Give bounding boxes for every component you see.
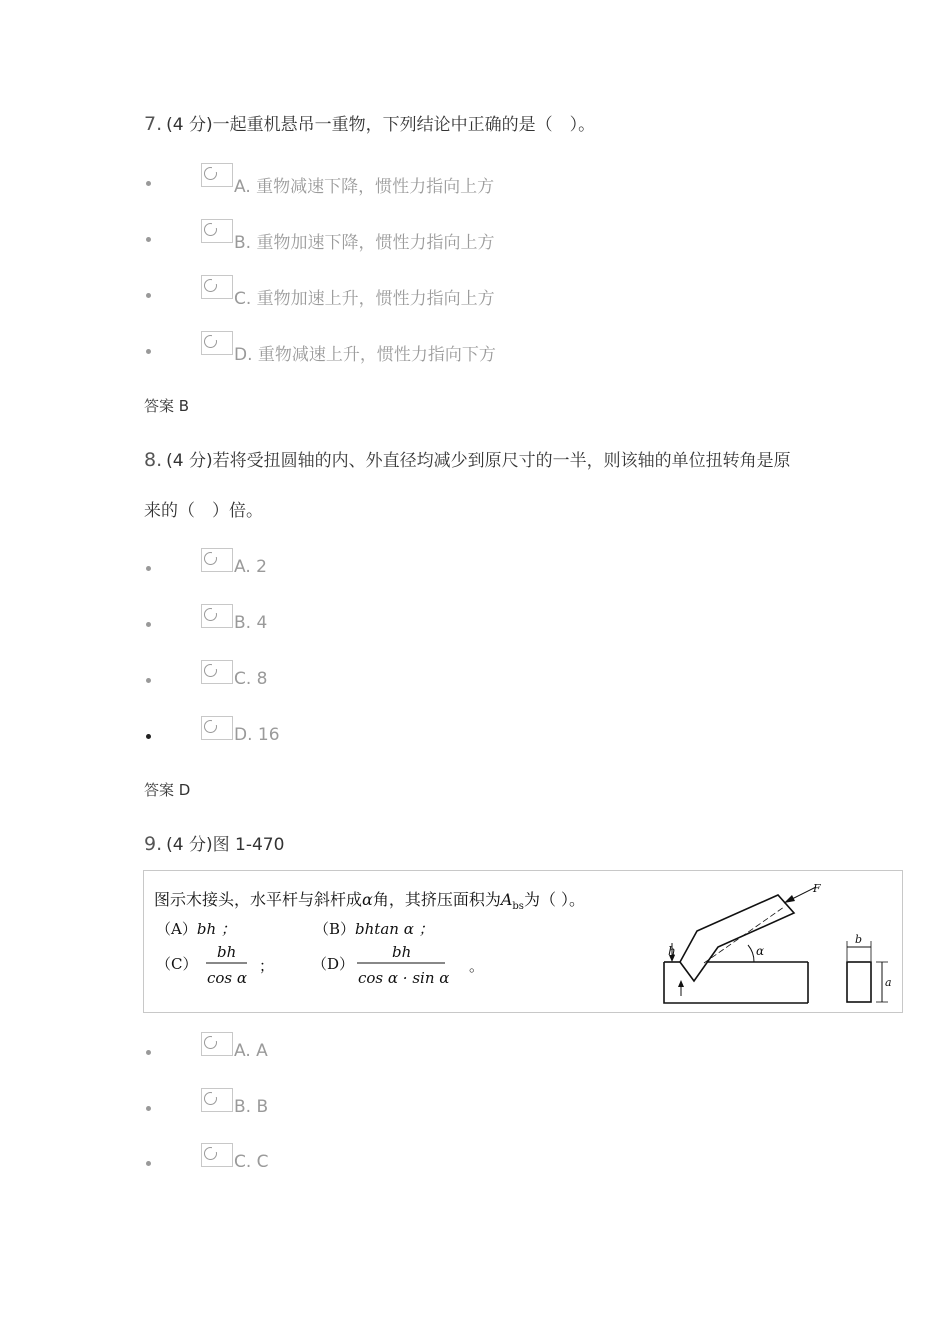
question-number: 9. [144,833,163,855]
figure-option-c-end: ； [259,957,275,975]
q7-answer: 答案 B [144,397,190,415]
label-F: F [813,882,821,895]
option-label: C. C [234,1152,269,1172]
cross-section [847,962,871,1002]
question-text: (4 分)图 1-470 [166,835,285,855]
radio-icon[interactable] [201,275,233,299]
option-label: A. 重物减速下降，惯性力指向上方 [234,177,495,197]
figure-option-d-end: 。 [469,957,485,975]
q7-option-b[interactable] [144,219,744,253]
option-label: D. 重物减速上升，惯性力指向下方 [234,345,496,365]
option-label: B. 重物加速下降，惯性力指向上方 [234,233,495,253]
q8-option-a[interactable] [144,548,744,578]
question-number: 8. [144,449,163,471]
list-bullet [146,678,151,683]
option-label: D. 16 [234,725,280,745]
force-arrow [784,887,816,903]
q8-answer: 答案 D [144,781,191,799]
question-9-stem [144,830,284,855]
label-h: h [668,944,676,958]
list-bullet [146,1106,151,1111]
option-label: B. 4 [234,613,268,633]
figure-option-c-tag: （C） [156,955,198,973]
figure-option-d-tag: （D） [312,955,355,973]
list-bullet [146,566,151,571]
q9-option-b[interactable] [144,1088,744,1118]
list-bullet [146,349,151,354]
question-8-stem [144,446,791,471]
wood-joint-diagram [144,871,902,1012]
question-number: 7. [144,113,163,135]
radio-icon[interactable] [201,163,233,187]
figure-option-a: （A）bh ； [156,920,236,938]
radio-icon[interactable] [201,548,233,572]
list-bullet [146,1050,151,1055]
question-7-stem [144,110,595,135]
figure-option-b: （B）bhtan α ； [314,920,434,938]
radio-icon[interactable] [201,716,233,740]
list-bullet [146,1161,151,1166]
list-bullet [146,181,151,186]
radio-icon[interactable] [201,1032,233,1056]
list-bullet [146,734,151,739]
question-text: (4 分)若将受扭圆轴的内、外直径均减少到原尺寸的一半，则该轴的单位扭转角是原 [166,451,791,471]
q7-option-d[interactable] [144,331,744,365]
question-figure [143,870,903,1013]
figure-option-c-denominator: cos α [207,969,248,987]
question-8-stem-line2: 来的（ ）倍。 [144,501,263,521]
figure-option-d-denominator: cos α · sin α [358,969,450,987]
q8-option-c[interactable] [144,660,744,690]
q8-option-d[interactable] [144,716,744,746]
option-label: B. B [234,1097,269,1117]
option-label: C. 重物加速上升，惯性力指向上方 [234,289,495,309]
q7-option-a[interactable] [144,163,744,197]
figure-option-c-numerator: bh [217,943,237,961]
option-label: A. A [234,1041,268,1061]
radio-icon[interactable] [201,660,233,684]
q9-option-a[interactable] [144,1032,744,1062]
inclined-bar [680,895,794,981]
label-alpha: α [756,944,765,958]
list-bullet [146,237,151,242]
radio-icon[interactable] [201,219,233,243]
radio-icon[interactable] [201,604,233,628]
radio-icon[interactable] [201,1143,233,1167]
q8-option-b[interactable] [144,604,744,634]
question-text: (4 分)一起重机悬吊一重物，下列结论中正确的是（ ）。 [166,115,596,135]
q7-option-c[interactable] [144,275,744,309]
option-label: A. 2 [234,557,267,577]
figure-stem: 图示木接头，水平杆与斜杆成α角，其挤压面积为$A_{bs}$为（ ）。 [154,890,586,912]
list-bullet [146,622,151,627]
label-b: b [855,933,863,946]
figure-option-d-numerator: bh [392,943,412,961]
radio-icon[interactable] [201,1088,233,1112]
option-label: C. 8 [234,669,268,689]
q9-option-c[interactable] [144,1143,744,1173]
list-bullet [146,293,151,298]
radio-icon[interactable] [201,331,233,355]
label-a: a [885,976,892,989]
